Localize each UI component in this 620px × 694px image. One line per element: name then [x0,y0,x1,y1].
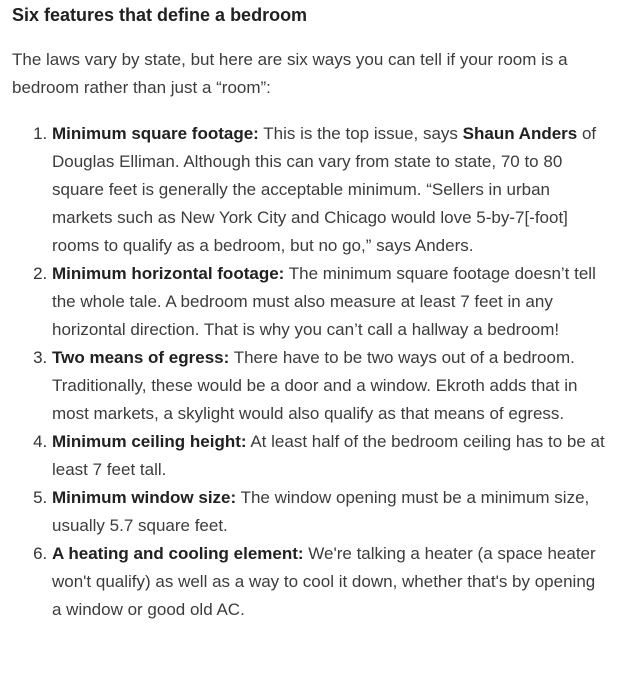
article-heading: Six features that define a bedroom [12,5,308,25]
item-term: Minimum ceiling height: [52,432,247,451]
item-term: Minimum window size: [52,488,237,507]
item-text: The window opening must be a minimum size, usually 5.7 square feet. [52,488,590,535]
item-term: Minimum square footage: [52,124,259,143]
item-text: There have to be two ways out of a bedroom. Traditionally, these would be a door and a window. Ekroth adds that in most markets, a skylight would also qualify as that means of egress. [52,348,578,423]
features-list [12,120,606,624]
item-text: At least half of the bedroom ceiling has to be at least 7 feet tall. [52,432,605,479]
list-item-heating-cooling [52,540,606,624]
item-text: This is the top issue, says [258,124,463,143]
intro-paragraph: The laws vary by state, but here are six ways you can tell if your room is a bedroom rather than just a “room”: [12,50,568,97]
item-text: The minimum square footage doesn’t tell the whole tale. A bedroom must also measure at least 7 feet in any horizontal direction. That is why you can’t call a hallway a bedroom! [52,264,596,339]
list-item-ceiling-height [52,428,606,484]
list-item-horizontal-footage [52,260,606,344]
list-item-window-size [52,484,606,540]
list-item-square-footage [52,120,606,260]
item-term: A heating and cooling element: [52,544,304,563]
list-item-egress [52,344,606,428]
item-term: Two means of egress: [52,348,230,367]
item-text: We're talking a heater (a space heater won't qualify) as well as a way to cool it down, whether that's by opening a window or good old AC. [52,544,596,619]
item-text: of Douglas Elliman. Although this can vary from state to state, 70 to 80 square feet is generally the acceptable minimum. “Sellers in urban markets such as New York City and Chicago would love 5-by-7[-foot] rooms to qualify as a bedroom, but no go,” says Anders. [52,124,597,255]
person-name: Shaun Anders [462,124,578,143]
item-term: Minimum horizontal footage: [52,264,285,283]
